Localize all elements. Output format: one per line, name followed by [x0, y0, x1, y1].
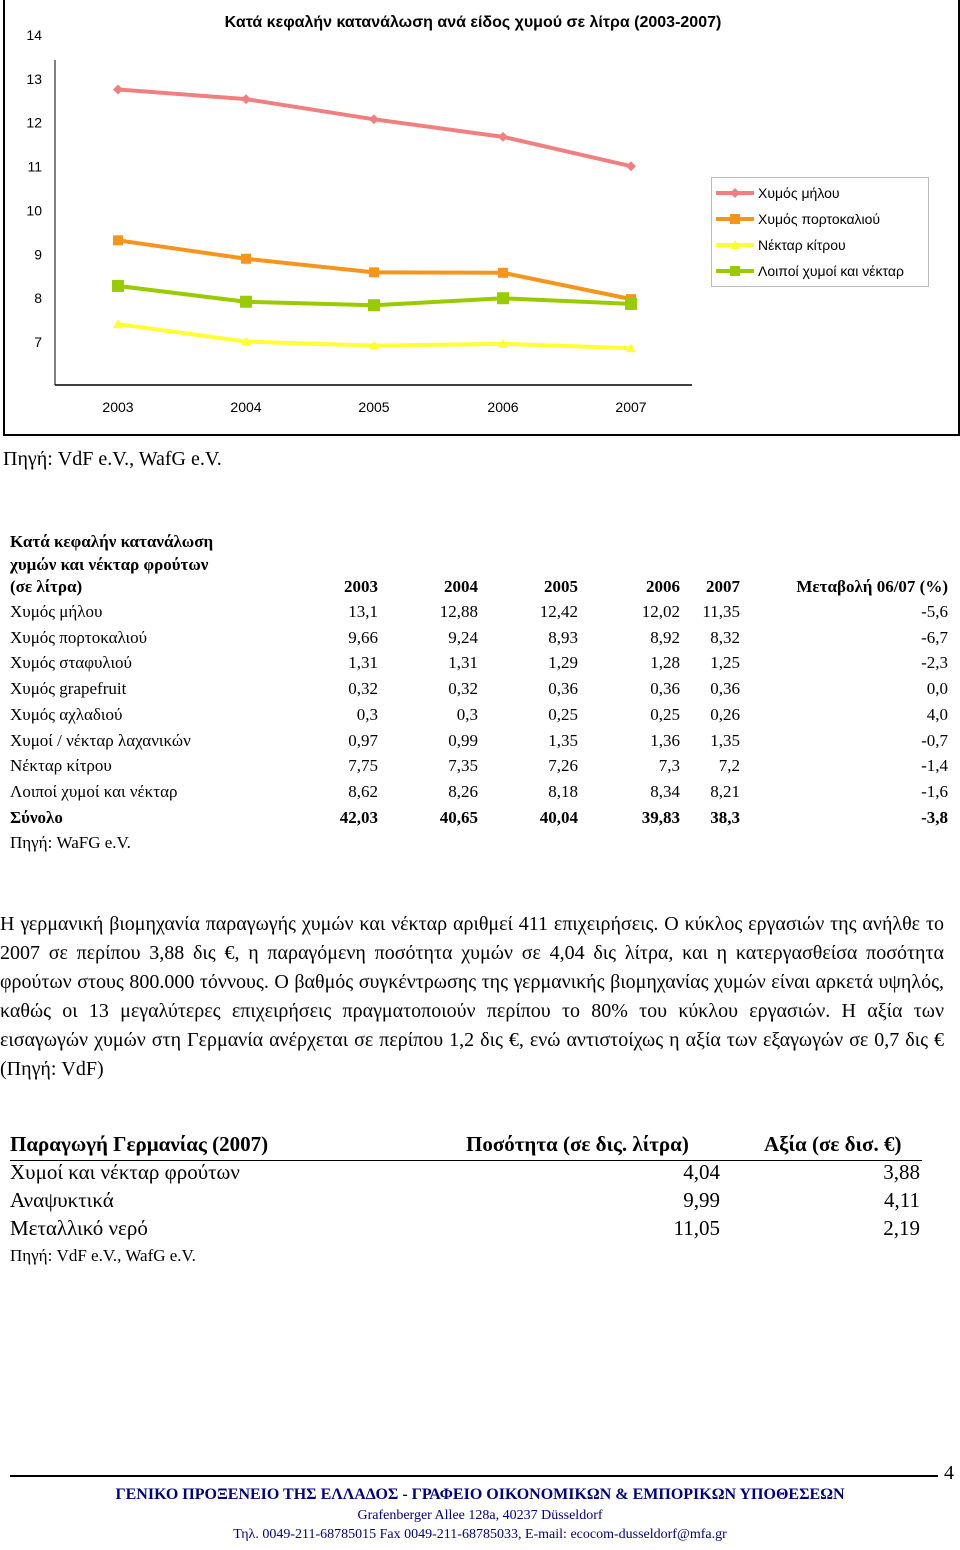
- footer-address: Grafenberger Allee 128a, 40237 Düsseldorf: [357, 1508, 603, 1523]
- legend-label: Χυμός μήλου: [758, 185, 840, 201]
- row-label: Λοιποί χυμοί και νέκταρ: [10, 781, 178, 801]
- table-cell: -3,8: [921, 808, 948, 827]
- legend-label: Χυμός πορτοκαλιού: [758, 211, 881, 227]
- table-row: [10, 782, 950, 808]
- legend-label: Λοιποί χυμοί και νέκταρ: [758, 263, 904, 279]
- y-tick-label: 13: [26, 70, 42, 87]
- row-label: Χυμός πορτοκαλιού: [10, 627, 148, 647]
- footer-organization: ΓΕΝΙΚΟ ΠΡΟΞΕΝΕΙΟ ΤΗΣ ΕΛΛΑΔΟΣ - ΓΡΑΦΕΙΟ ΟΙΚΟΝΟΜΙΚΩΝ & ΕΜΠΟΡΙΚΩΝ ΥΠΟΘΕΣΕΩΝ: [115, 1486, 845, 1503]
- table-cell: 0,3: [356, 704, 378, 724]
- table-cell: 1,29: [548, 653, 578, 673]
- table-cell: 13,1: [348, 602, 378, 621]
- table-cell: 9,66: [348, 627, 378, 647]
- table-cell: 1,35: [548, 730, 578, 750]
- data-point: [626, 161, 636, 171]
- table-cell: 2007: [706, 577, 740, 596]
- table1-title: [10, 530, 213, 576]
- y-tick-label: 10: [26, 202, 42, 219]
- table-cell: 9,24: [448, 627, 478, 647]
- data-point: [497, 292, 509, 304]
- table-cell: 0,25: [548, 704, 578, 724]
- table-cell: 11,05: [673, 1216, 720, 1240]
- body-paragraph: Η γερμανική βιομηχανία παραγωγής χυμών και νέκταρ αριθμεί 411 επιχειρήσεις. Ο κύκλος εργασιών της ανήλθε το 2007 σε περίπου 3,88 δις €, η παραγόμενη ποσότητα χυμών σε 4,04 δις λίτρα, και η κατεργασθείσα ποσότητα φρούτων στους 800.000 τόννους. Ο βαθμός συγκέντρωσης της γερμανικής βιομηχανίας χυμών είναι αρκετά υψηλός, καθώς οι 13 μεγαλύτερες επιχειρήσεις πραγματοποιούν περίπου το 80% του κύκλου εργασιών. Η αξία των εισαγωγών χυμών στη Γερμανία ανέρχεται σε περίπου 1,2 δις €, ενώ αντιστοίχως η αξία των εξαγωγών σε 0,7 δις € (Πηγή: VdF): [0, 913, 944, 1080]
- data-point: [730, 188, 740, 198]
- table-row: [10, 602, 950, 628]
- data-point: [730, 266, 740, 276]
- legend-item: [712, 259, 928, 285]
- table-cell: 1,31: [448, 653, 478, 673]
- table-cell: 8,62: [348, 781, 378, 801]
- table-cell: 0,25: [650, 704, 680, 724]
- table1-title-line: χυμών και νέκταρ φρούτων: [10, 555, 209, 574]
- legend-item: [712, 233, 928, 259]
- table-cell: 38,3: [710, 808, 740, 827]
- series-path: [118, 89, 631, 166]
- table2-source: Πηγή: VdF e.V., WafG e.V.: [10, 1246, 196, 1265]
- table-row: [10, 1188, 922, 1216]
- table-row: [10, 705, 950, 731]
- column-header: Αξία (σε δισ. €): [764, 1132, 902, 1156]
- table-cell: 8,21: [710, 781, 740, 801]
- y-tick-label: 11: [27, 158, 42, 175]
- chart-source: Πηγή: VdF e.V., WafG e.V.: [3, 448, 222, 470]
- table-cell: Μεταβολή 06/07 (%): [796, 577, 948, 596]
- table-cell: 0,26: [710, 704, 740, 724]
- chart-legend: [711, 177, 929, 287]
- data-point: [112, 280, 124, 292]
- table-cell: 8,34: [650, 781, 680, 801]
- table-row: [10, 1160, 922, 1188]
- x-tick-label: 2005: [358, 399, 390, 415]
- table-cell: 0,99: [448, 730, 478, 750]
- table-cell: -0,7: [921, 730, 948, 750]
- row-label: Αναψυκτικά: [10, 1188, 114, 1212]
- data-point: [369, 267, 379, 277]
- row-label: Χυμοί / νέκταρ λαχανικών: [10, 730, 191, 750]
- data-point: [241, 254, 251, 264]
- data-point: [113, 84, 123, 94]
- table-cell: 7,35: [448, 756, 478, 776]
- table-row: [10, 628, 950, 654]
- table-cell: -6,7: [921, 627, 948, 647]
- x-tick-label: 2007: [615, 399, 647, 415]
- row-label: Χυμοί και νέκταρ φρούτων: [10, 1160, 240, 1184]
- x-tick-label: 2003: [102, 399, 134, 415]
- legend-swatch: [714, 233, 756, 259]
- table-cell: 7,26: [548, 756, 578, 776]
- row-label: (σε λίτρα): [10, 577, 83, 596]
- data-point: [730, 214, 740, 224]
- table-cell: 0,36: [650, 679, 680, 699]
- table-row: [10, 756, 950, 782]
- y-tick-label: 12: [26, 114, 42, 131]
- table-cell: 0,0: [926, 679, 948, 699]
- data-point: [369, 114, 379, 124]
- row-label: Νέκταρ κίτρου: [10, 756, 112, 776]
- series-line: [113, 319, 636, 352]
- page-number: 4: [944, 1462, 954, 1484]
- table-cell: 40,65: [439, 808, 478, 827]
- row-label: Χυμός μήλου: [10, 602, 103, 621]
- row-label: Χυμός αχλαδιού: [10, 704, 123, 724]
- series-line: [113, 84, 636, 171]
- table-cell: 2005: [544, 577, 578, 596]
- table-cell: -5,6: [921, 602, 948, 621]
- data-point: [625, 298, 637, 310]
- table-cell: 1,28: [650, 653, 680, 673]
- table-row: [10, 653, 950, 679]
- table-cell: 2006: [646, 577, 680, 596]
- table-cell: 9,99: [683, 1188, 720, 1212]
- table-row: [10, 1216, 922, 1244]
- table-cell: 4,0: [926, 704, 948, 724]
- table-cell: 39,83: [641, 808, 680, 827]
- table-cell: 8,93: [548, 627, 578, 647]
- row-label: Χυμός σταφυλιού: [10, 653, 132, 673]
- table-cell: 0,97: [348, 730, 378, 750]
- table-cell: 8,92: [650, 627, 680, 647]
- table-cell: 12,88: [439, 602, 478, 621]
- data-point: [240, 296, 252, 308]
- y-tick-label: 8: [34, 290, 42, 307]
- table-cell: 11,35: [702, 602, 740, 621]
- chart-title: Κατά κεφαλήν κατανάλωση ανά είδος χυμού σε λίτρα (2003-2007): [224, 14, 722, 31]
- table-cell: 0,32: [448, 679, 478, 699]
- legend-label: Νέκταρ κίτρου: [758, 237, 846, 253]
- table-cell: 1,35: [710, 730, 740, 750]
- y-tick-label: 14: [26, 27, 42, 43]
- legend-swatch: [714, 259, 756, 285]
- table-cell: 12,42: [539, 602, 578, 621]
- table-cell: 12,02: [641, 602, 680, 621]
- table-cell: -1,6: [921, 781, 948, 801]
- table-cell: 4,04: [683, 1160, 720, 1184]
- table-cell: -2,3: [921, 653, 948, 673]
- table-cell: 8,32: [710, 627, 740, 647]
- footer-contact: Τηλ. 0049-211-68785015 Fax 0049-211-68785033, E-mail: ecocom-dusseldorf@mfa.gr: [233, 1527, 727, 1542]
- table-cell: 0,36: [710, 679, 740, 699]
- y-tick-label: 7: [34, 334, 42, 350]
- row-label: Χυμός grapefruit: [10, 679, 127, 699]
- column-header: Ποσότητα (σε δις. λίτρα): [466, 1132, 689, 1156]
- table-cell: 2,19: [883, 1216, 920, 1240]
- table-cell: 8,18: [548, 781, 578, 801]
- data-point: [241, 94, 251, 104]
- table-cell: 42,03: [339, 808, 378, 827]
- table-cell: 40,04: [539, 808, 578, 827]
- data-point: [113, 235, 123, 245]
- table1-header: [10, 577, 950, 603]
- data-point: [498, 268, 508, 278]
- table1-total-row: [10, 808, 950, 834]
- table-cell: 1,25: [710, 653, 740, 673]
- row-label: Σύνολο: [10, 808, 63, 827]
- table-cell: 2004: [444, 577, 478, 596]
- table-cell: 7,3: [658, 756, 680, 776]
- legend-swatch: [714, 181, 756, 207]
- table-cell: 3,88: [883, 1160, 920, 1184]
- table-row: [10, 679, 950, 705]
- data-point: [498, 132, 508, 142]
- table-cell: 2003: [344, 577, 378, 596]
- data-point: [368, 299, 380, 311]
- table1-source: Πηγή: WaFG e.V.: [10, 833, 131, 852]
- table-cell: 8,26: [448, 781, 478, 801]
- x-tick-label: 2006: [487, 399, 519, 415]
- table-cell: 7,75: [348, 756, 378, 776]
- legend-swatch: [714, 207, 756, 233]
- table-cell: 0,3: [456, 704, 478, 724]
- table-cell: 7,2: [718, 756, 740, 776]
- table-cell: 1,36: [650, 730, 680, 750]
- table1-title-line: Κατά κεφαλήν κατανάλωση: [10, 532, 214, 551]
- table-cell: 4,11: [884, 1188, 920, 1212]
- table2-header: [10, 1132, 922, 1161]
- table-cell: 0,36: [548, 679, 578, 699]
- table-cell: 1,31: [348, 653, 378, 673]
- row-label: Παραγωγή Γερμανίας (2007): [10, 1132, 269, 1156]
- footer-divider: [10, 1475, 938, 1477]
- table-row: [10, 731, 950, 757]
- y-tick-label: 9: [34, 246, 42, 263]
- table-cell: -1,4: [921, 756, 948, 776]
- legend-item: [712, 207, 928, 233]
- x-tick-label: 2004: [230, 399, 262, 415]
- table-cell: 0,32: [348, 679, 378, 699]
- legend-item: [712, 181, 928, 207]
- row-label: Μεταλλικό νερό: [10, 1216, 148, 1240]
